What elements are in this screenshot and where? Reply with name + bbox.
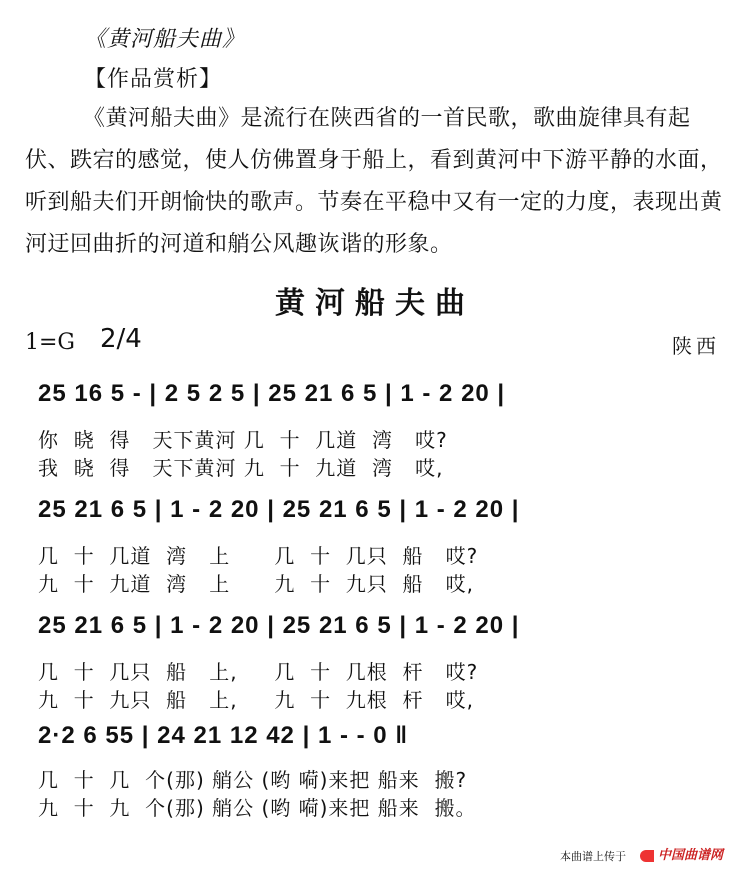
- region-label: 陕西: [672, 334, 720, 358]
- lyrics-line-2b: 九 十 九道 湾 上 九 十 九只 船 哎,: [38, 572, 474, 596]
- lyrics-line-4b: 九 十 九 个(那) 艄公 (哟 嗬)来把 船来 搬。: [38, 796, 477, 820]
- lyrics-line-4a: 几 十 几 个(那) 艄公 (哟 嗬)来把 船来 搬?: [38, 768, 468, 792]
- lyrics-line-1b: 我 晓 得 天下黄河 九 十 九道 湾 哎,: [38, 456, 444, 480]
- notation-line-2: 25 21 6 5 | 1 - 2 20 | 25 21 6 5 | 1 - 2 20 |: [38, 496, 520, 523]
- lyrics-line-3a: 几 十 几只 船 上, 几 十 几根 杆 哎?: [38, 660, 479, 684]
- section-heading: 【作品赏析】: [84, 67, 223, 92]
- score-title: 黄河船夫曲: [275, 286, 475, 321]
- site-logo[interactable]: [640, 844, 723, 863]
- footer-text: 本曲谱上传于: [560, 850, 626, 863]
- notation-line-4: 2·2 6 55 | 24 21 12 42 | 1 - - 0 ‖: [38, 722, 409, 749]
- intro-title: 《黄河船夫曲》: [84, 27, 246, 52]
- time-signature: 2/4: [100, 324, 142, 354]
- notation-line-1: 25 16 5 - | 2 5 2 5 | 25 21 6 5 | 1 - 2 20 |: [38, 380, 506, 407]
- lyrics-line-1a: 你 晓 得 天下黄河 几 十 几道 湾 哎?: [38, 428, 448, 452]
- key-signature: 1=G: [25, 330, 76, 355]
- notation-line-3: 25 21 6 5 | 1 - 2 20 | 25 21 6 5 | 1 - 2 20 |: [38, 612, 520, 639]
- logo-text: 中国曲谱网: [658, 848, 724, 863]
- lyrics-line-2a: 几 十 几道 湾 上 几 十 几只 船 哎?: [38, 544, 479, 568]
- logo-icon: [640, 850, 654, 862]
- lyrics-line-3b: 九 十 九只 船 上, 九 十 九根 杆 哎,: [38, 688, 474, 712]
- appreciation-paragraph: 《黄河船夫曲》是流行在陕西省的一首民歌，歌曲旋律具有起伏、跌宕的感觉，使人仿佛置身于船上，看到黄河中下游平静的水面，听到船夫们开朗愉快的歌声。节奏在平稳中又有一定的力度，表现出黄河迂回曲折的河道和艄公风趣诙谐的形象。: [25, 106, 723, 257]
